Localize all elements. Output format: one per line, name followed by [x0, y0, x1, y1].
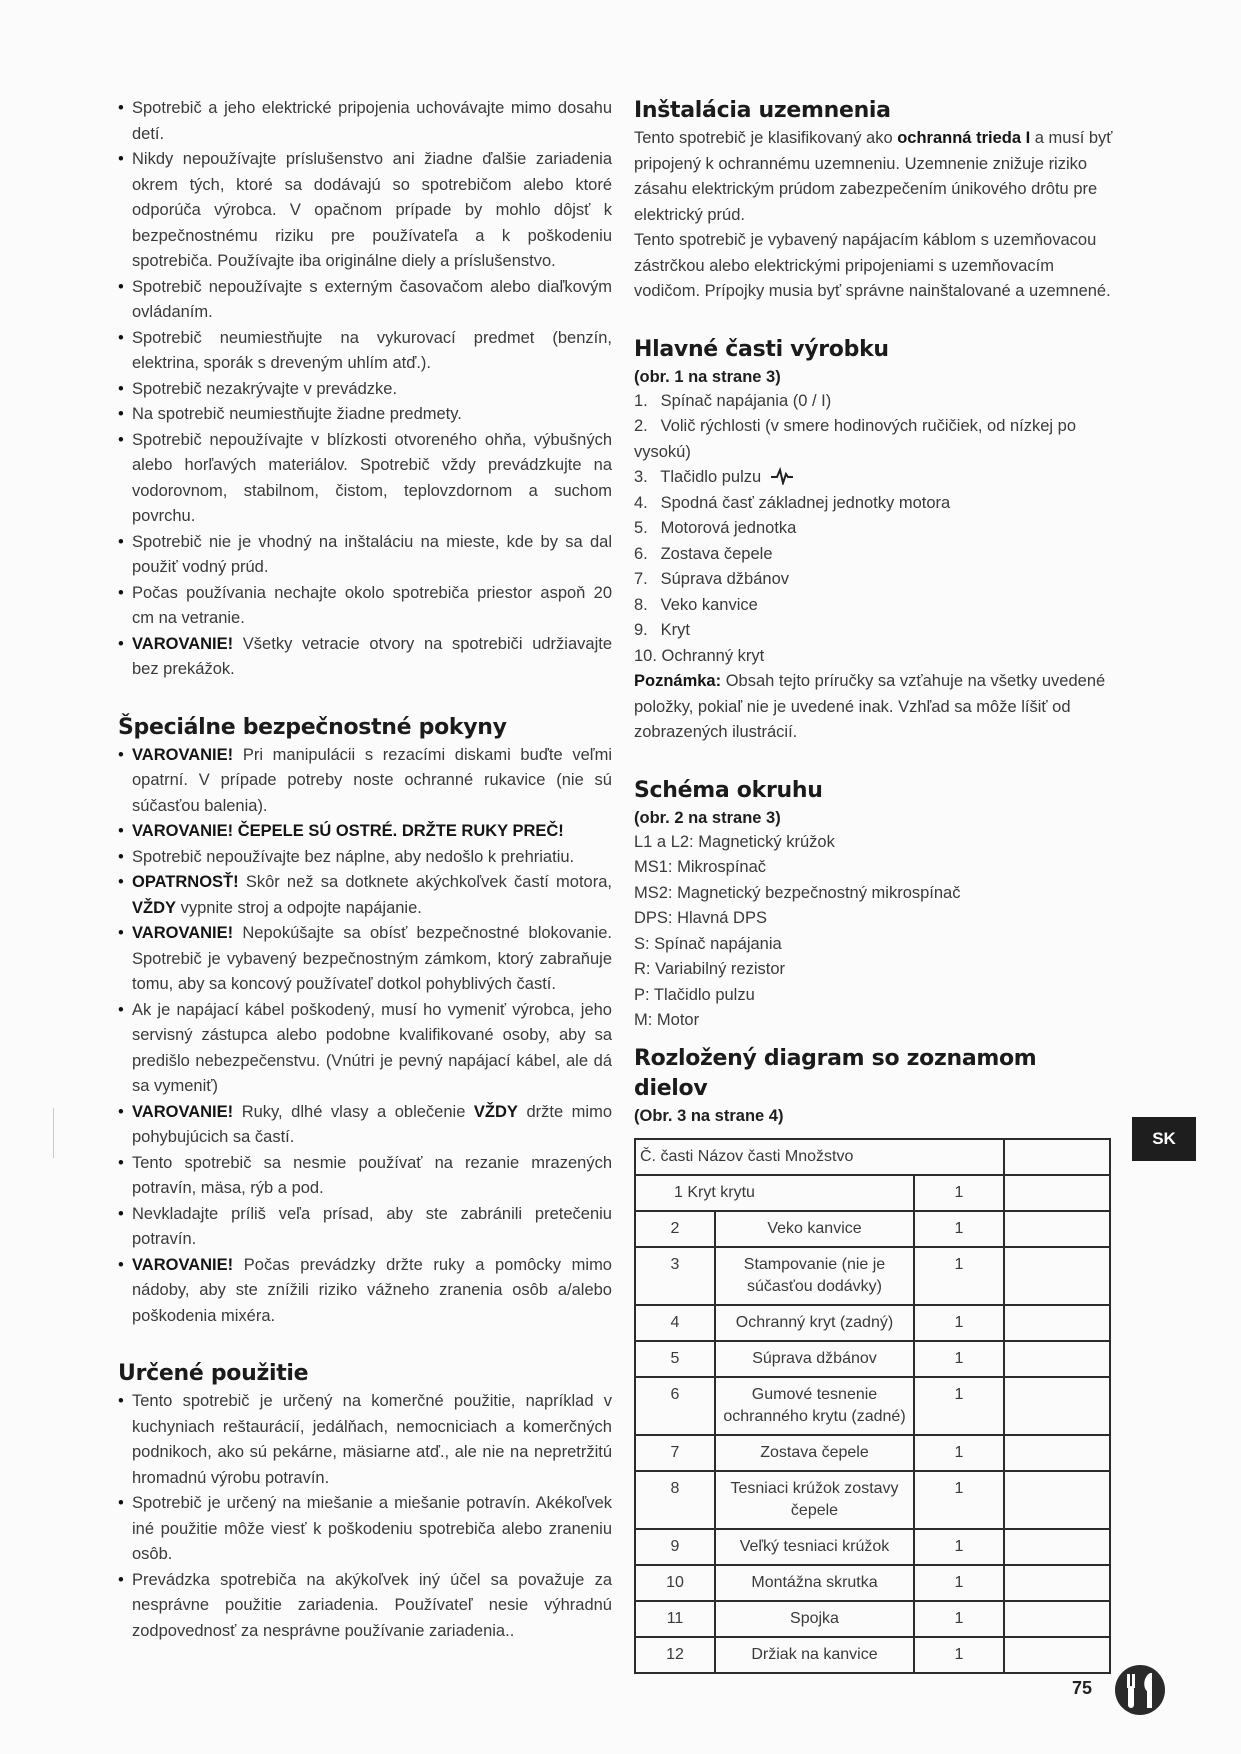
list-item: 8. Veko kanvice: [634, 595, 758, 614]
left-column: [118, 96, 612, 1644]
list-item: 4. Spodná časť základnej jednotky motora: [634, 493, 951, 512]
table-row: 12 Držiak na kanvice 1: [635, 1637, 1110, 1673]
use-list: [118, 1389, 612, 1644]
table-row: 5 Súprava džbánov 1: [635, 1341, 1110, 1377]
list-item: • Spotrebič nepoužívajte v blízkosti otvoreného ohňa, výbušných alebo horľavých materiálov. Spotrebič vždy prevádzkujte na vodorovnom, stabilnom, čistom, teplovzdornom a suchom povrchu.: [118, 428, 612, 530]
list-item: • VAROVANIE! Počas prevádzky držte ruky a pomôcky mimo nádoby, aby ste znížili riziko vážneho zranenia osôb a/alebo poškodenia mixéra.: [118, 1253, 612, 1330]
right-column: [634, 96, 1114, 1674]
list-item: • Ak je napájací kábel poškodený, musí ho vymeniť výrobca, jeho servisný zástupca alebo podobne kvalifikované osoby, aby sa predišlo nebezpečenstvu. (Vnútri je pevný napájací kábel, ale dá sa vymeniť): [118, 998, 612, 1100]
list-item: 6. Zostava čepele: [634, 544, 773, 563]
parts-table: [634, 1138, 1111, 1674]
section-title-circuit: Schéma okruhu: [634, 777, 823, 803]
list-item: • VAROVANIE! Ruky, dlhé vlasy a oblečenie VŽDY držte mimo pohybujúcich sa častí.: [118, 1100, 612, 1151]
list-item: • Spotrebič nepoužívajte bez náplne, aby nedošlo k prehriatiu.: [118, 845, 612, 871]
margin-mark: [53, 1108, 54, 1158]
warning-text: Všetky vetracie otvory na spotrebiči udržiavajte bez prekážok.: [132, 634, 612, 678]
list-item: • VAROVANIE! Nepokúšajte sa obísť bezpečnostné blokovanie. Spotrebič je vybavený bezpečnostným zámkom, ktorý zabraňuje tomu, aby sa koncový používateľ dotkol pohyblivých častí.: [118, 921, 612, 998]
table-row: 4 Ochranný kryt (zadný) 1: [635, 1305, 1110, 1341]
table-row: 1 Kryt krytu 1: [635, 1175, 1110, 1211]
list-item: 5. Motorová jednotka: [634, 519, 797, 537]
language-tab: SK: [1132, 1117, 1196, 1161]
list-item: [118, 632, 612, 683]
table-row: 7 Zostava čepele 1: [635, 1435, 1110, 1471]
list-item: 1. Spínač napájania (0 / I): [634, 391, 832, 410]
warning-label: VAROVANIE!: [132, 1255, 234, 1274]
list-item: [118, 819, 612, 845]
figure-reference: (obr. 2 na strane 3): [634, 808, 781, 827]
table-row: 6 Gumové tesnenie ochranného krytu (zadné) 1: [635, 1377, 1110, 1435]
section-title-exploded: Rozložený diagram so zoznamom dielov: [634, 1045, 1037, 1101]
list-item: • Na spotrebič neumiestňujte žiadne predmety.: [118, 402, 612, 428]
list-item: 7. Súprava džbánov: [634, 570, 790, 588]
figure-reference: (Obr. 3 na strane 4): [634, 1106, 784, 1125]
table-row: 11 Spojka 1: [635, 1601, 1110, 1637]
list-item: • Prevádzka spotrebiča na akýkoľvek iný účel sa považuje za nesprávne použitie zariadenia. Používateľ nesie výhradnú zodpovednosť za nesprávne používanie zariadenia..: [118, 1568, 612, 1645]
list-item: • Spotrebič neumiestňujte na vykurovací predmet (benzín, elektrina, sporák s dreveným uhlím atď.).: [118, 326, 612, 377]
section-title-parts: Hlavné časti výrobku: [634, 336, 889, 362]
page-number: 75: [1072, 1678, 1093, 1698]
list-item: 2. Volič rýchlosti (v smere hodinových ručičiek, od nízkej po vysokú): [634, 417, 1077, 461]
list-item: M: Motor: [634, 1011, 700, 1029]
list-item: • Nikdy nepoužívajte príslušenstvo ani žiadne ďalšie zariadenia okrem tých, ktoré sa dodávajú so spotrebičom alebo ktoré odporúča výrobca. V opačnom prípade by mohlo dôjsť k bezpečnostnému riziku pre používateľa a k poškodeniu spotrebiča. Používajte iba originálne diely a príslušenstvo.: [118, 147, 612, 275]
note: Poznámka: Obsah tejto príručky sa vzťahuje na všetky uvedené položky, pokiaľ nie je uvedené inak. Vzhľad sa môže líšiť od zobrazených ilustrácií.: [634, 672, 1106, 741]
table-row: 2 Veko kanvice 1: [635, 1211, 1110, 1247]
warning-label: VAROVANIE!: [132, 1102, 234, 1121]
list-item: • Spotrebič nepoužívajte s externým časovačom alebo diaľkovým ovládaním.: [118, 275, 612, 326]
section-title-use: Určené použitie: [118, 1361, 309, 1386]
special-list: [118, 743, 612, 1330]
list-item: 3. Tlačidlo pulzu: [634, 465, 1114, 491]
list-item: • Nevkladajte príliš veľa prísad, aby ste zabránili pretečeniu potravín.: [118, 1202, 612, 1253]
grounding-paragraph-1: Tento spotrebič je klasifikovaný ako ochranná trieda I a musí byť pripojený k ochrannému uzemneniu. Uzemnenie znižuje riziko zásahu elektrickým prúdom zabezpečením únikového drôtu pre elektrický prúd.: [634, 129, 1113, 224]
pulse-icon: [770, 467, 794, 485]
list-item: • OPATRNOSŤ! Skôr než sa dotknete akýchkoľvek častí motora, VŽDY vypnite stroj a odpojte napájanie.: [118, 870, 612, 921]
list-item: • Spotrebič je určený na miešanie a miešanie potravín. Akékoľvek iné použitie môže viesť k poškodeniu spotrebiča alebo zraneniu osôb.: [118, 1491, 612, 1568]
table-row: 3 Stampovanie (nie je súčasťou dodávky) 1: [635, 1247, 1110, 1305]
warning-label: VAROVANIE!: [132, 634, 234, 653]
table-row: 10 Montážna skrutka 1: [635, 1565, 1110, 1601]
table-row: 8 Tesniaci krúžok zostavy čepele 1: [635, 1471, 1110, 1529]
warning-label: VAROVANIE!: [132, 745, 234, 764]
grounding-paragraph-2: Tento spotrebič je vybavený napájacím káblom s uzemňovacou zástrčkou alebo elektrickými pripojeniami s uzemňovacím vodičom. Prípojky musia byť správne nainštalované a uzemnené.: [634, 231, 1111, 300]
list-item: • Tento spotrebič sa nesmie používať na rezanie mrazených potravín, mäsa, rýb a pod.: [118, 1151, 612, 1202]
safety-list: [118, 96, 612, 683]
list-item: • Tento spotrebič je určený na komerčné použitie, napríklad v kuchyniach reštaurácií, jedálňach, nemocniciach a komerčných podnikoch, ako sú pekárne, mäsiarne atď., ale nie na nepretržitú hromadnú výrobu potravín.: [118, 1389, 612, 1491]
warning-label: VAROVANIE!: [132, 924, 234, 942]
list-item: P: Tlačidlo pulzu: [634, 985, 755, 1004]
list-item: MS1: Mikrospínač: [634, 858, 767, 876]
section-title-special: Špeciálne bezpečnostné pokyny: [118, 714, 507, 740]
list-item: • Spotrebič a jeho elektrické pripojenia uchovávajte mimo dosahu detí.: [118, 96, 612, 147]
list-item: DPS: Hlavná DPS: [634, 909, 767, 927]
table-row: 9 Veľký tesniaci krúžok 1: [635, 1529, 1110, 1565]
list-item: 10. Ochranný kryt: [634, 646, 765, 665]
cutlery-logo-icon: [1114, 1664, 1166, 1716]
warning-label: VAROVANIE! ČEPELE SÚ OSTRÉ. DRŽTE RUKY PREČ!: [132, 822, 564, 840]
list-item: 9. Kryt: [634, 621, 690, 639]
list-item: L1 a L2: Magnetický krúžok: [634, 832, 835, 851]
table-header: Č. časti Názov časti Množstvo: [635, 1139, 1004, 1175]
circuit-list: [634, 830, 1114, 1034]
list-item: MS2: Magnetický bezpečnostný mikrospínač: [634, 883, 961, 902]
parts-list: [634, 389, 1114, 670]
list-item: • Spotrebič nezakrývajte v prevádzke.: [118, 377, 612, 403]
figure-reference: (obr. 1 na strane 3): [634, 367, 781, 386]
table-header-row: [635, 1139, 1110, 1175]
list-item: • VAROVANIE! Pri manipulácii s rezacími diskami buďte veľmi opatrní. V prípade potreby noste ochranné rukavice (nie sú súčasťou balenia).: [118, 743, 612, 820]
caution-label: OPATRNOSŤ!: [132, 873, 239, 891]
list-item: • Počas používania nechajte okolo spotrebiča priestor aspoň 20 cm na vetranie.: [118, 581, 612, 632]
list-item: R: Variabilný rezistor: [634, 960, 785, 978]
list-item: • Spotrebič nie je vhodný na inštaláciu na mieste, kde by sa dal použiť vodný prúd.: [118, 530, 612, 581]
list-item: S: Spínač napájania: [634, 934, 782, 953]
section-title-grounding: Inštalácia uzemnenia: [634, 98, 891, 123]
